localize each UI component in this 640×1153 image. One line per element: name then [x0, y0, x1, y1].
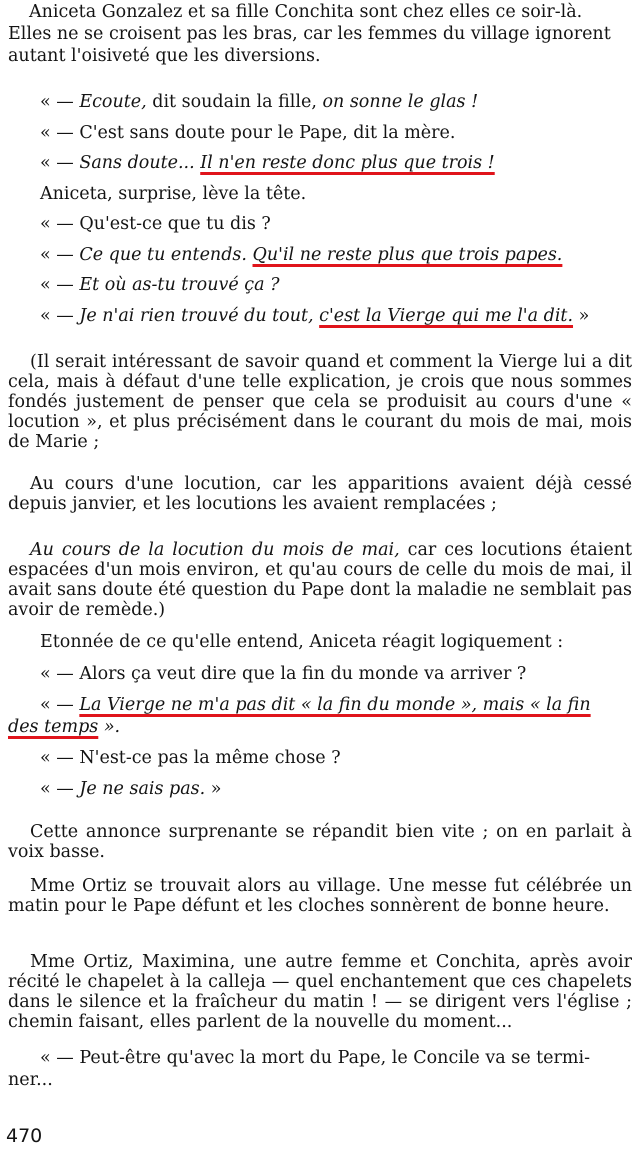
dialogue-line: des temps ». — [8, 717, 121, 737]
dialogue-line: « — Ecoute, dit soudain la fille, on sonne le glas ! — [40, 92, 479, 112]
dialogue-line: « — Ce que tu entends. Qu'il ne reste plus que trois papes. — [40, 245, 563, 265]
paragraph: Au cours de la locution du mois de mai, car ces locutions étaient espacées d'un mois environ, et qu'au cours de celle du mois de mai, il avait sans doute été question du Pape dont la maladie ne semblait pas avoir de remède.) — [8, 540, 632, 620]
page-number: 470 — [6, 1125, 43, 1147]
paragraph-line: Elles ne se croisent pas les bras, car les femmes du village ignorent — [8, 24, 611, 44]
dialogue-line: « — C'est sans doute pour le Pape, dit la mère. — [40, 123, 456, 143]
dialogue-line: « — Sans doute... Il n'en reste donc plus que trois ! — [40, 153, 495, 173]
underlined-phrase: La Vierge ne m'a pas dit « la fin du monde », mais « la fin — [79, 695, 591, 715]
underlined-phrase: Qu'il ne reste plus que trois papes. — [252, 245, 563, 265]
dialogue-line: « — N'est-ce pas la même chose ? — [40, 748, 341, 768]
narration-line: Etonnée de ce qu'elle entend, Aniceta réagit logiquement : — [40, 632, 564, 652]
narration-line: Aniceta, surprise, lève la tête. — [40, 184, 307, 204]
dialogue-line: « — Et où as-tu trouvé ça ? — [40, 275, 280, 295]
dialogue-line: « — La Vierge ne m'a pas dit « la fin du monde », mais « la fin — [40, 695, 591, 715]
dialogue-line: « — Je ne sais pas. » — [40, 779, 222, 799]
paragraph-line: autant l'oisiveté que les diversions. — [8, 46, 321, 66]
paragraph: (Il serait intéressant de savoir quand et comment la Vierge lui a dit cela, mais à défaut d'une telle explication, je crois que nous sommes fondés justement de penser que cela se produisit au cours d'une « locution », et plus précisément dans le courant du mois de mai, mois de Marie ; — [8, 352, 632, 452]
dialogue-line: « — Qu'est-ce que tu dis ? — [40, 214, 271, 234]
dialogue-line: ner... — [8, 1070, 53, 1090]
paragraph: Cette annonce surprenante se répandit bien vite ; on en parlait à voix basse. — [8, 822, 632, 862]
dialogue-line: « — Peut-être qu'avec la mort du Pape, le Concile va se termi- — [40, 1048, 590, 1068]
underlined-phrase: c'est la Vierge qui me l'a dit. — [319, 306, 574, 326]
paragraph: Mme Ortiz, Maximina, une autre femme et Conchita, après avoir récité le chapelet à la calleja — quel enchantement que ces chapelets dans le silence et la fraîcheur du matin ! — se dirigent vers l'église ; chemin faisant, elles parlent de la nouvelle du moment... — [8, 952, 632, 1032]
dialogue-line: « — Alors ça veut dire que la fin du monde va arriver ? — [40, 664, 527, 684]
underlined-phrase: des temps — [8, 717, 99, 737]
paragraph-line: Aniceta Gonzalez et sa fille Conchita sont chez elles ce soir-là. — [29, 2, 583, 22]
dialogue-line: « — Je n'ai rien trouvé du tout, c'est la Vierge qui me l'a dit. » — [40, 306, 590, 326]
paragraph: Mme Ortiz se trouvait alors au village. Une messe fut célébrée un matin pour le Pape défunt et les cloches sonnèrent de bonne heure. — [8, 876, 632, 916]
paragraph: Au cours d'une locution, car les apparitions avaient déjà cessé depuis janvier, et les locutions les avaient remplacées ; — [8, 474, 632, 514]
underlined-phrase: Il n'en reste donc plus que trois ! — [200, 153, 495, 173]
